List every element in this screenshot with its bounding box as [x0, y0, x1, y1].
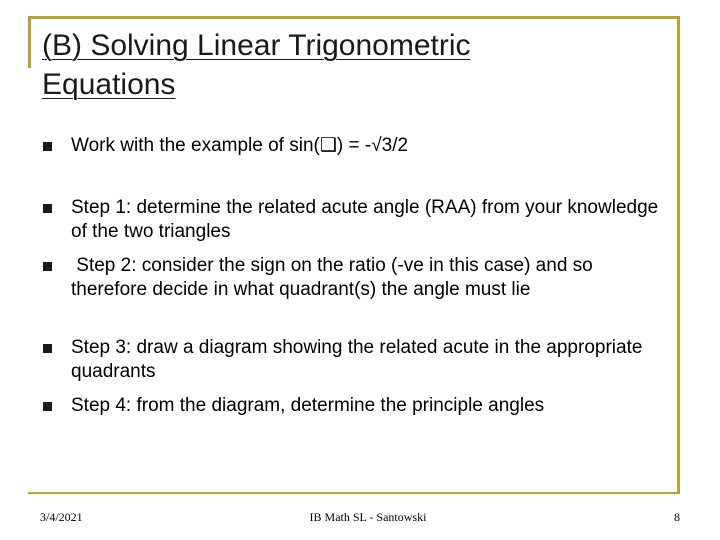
footer-date: 3/4/2021	[40, 510, 83, 524]
bullet-text: Work with the example of sin(❑) = -√3/2	[71, 135, 409, 156]
square-bullet-icon	[43, 262, 52, 271]
frame-left-accent	[28, 16, 31, 68]
bullet-text: Step 3: draw a diagram showing the related acute in the appropriate quadrants	[71, 337, 648, 382]
square-bullet-icon	[43, 402, 52, 411]
frame-bottom-border	[28, 492, 680, 494]
bullet-text: Step 1: determine the related acute angle (RAA) from your knowledge of the two triangles	[71, 197, 664, 242]
square-bullet-icon	[43, 344, 52, 353]
footer-page-number: 8	[674, 510, 680, 524]
bullet-text: Step 4: from the diagram, determine the principle angles	[71, 395, 545, 416]
frame-right-border	[677, 16, 680, 494]
footer-course: IB Math SL - Santowski	[309, 510, 427, 524]
square-bullet-icon	[43, 204, 52, 213]
frame-top-border	[28, 16, 680, 19]
square-bullet-icon	[43, 142, 52, 151]
bullet-text: Step 2: consider the sign on the ratio (-ve in this case) and so therefore decide in what quadrant(s) the angle must lie	[71, 255, 599, 300]
slide-title: (B) Solving Linear Trigonometric Equations	[42, 29, 471, 101]
